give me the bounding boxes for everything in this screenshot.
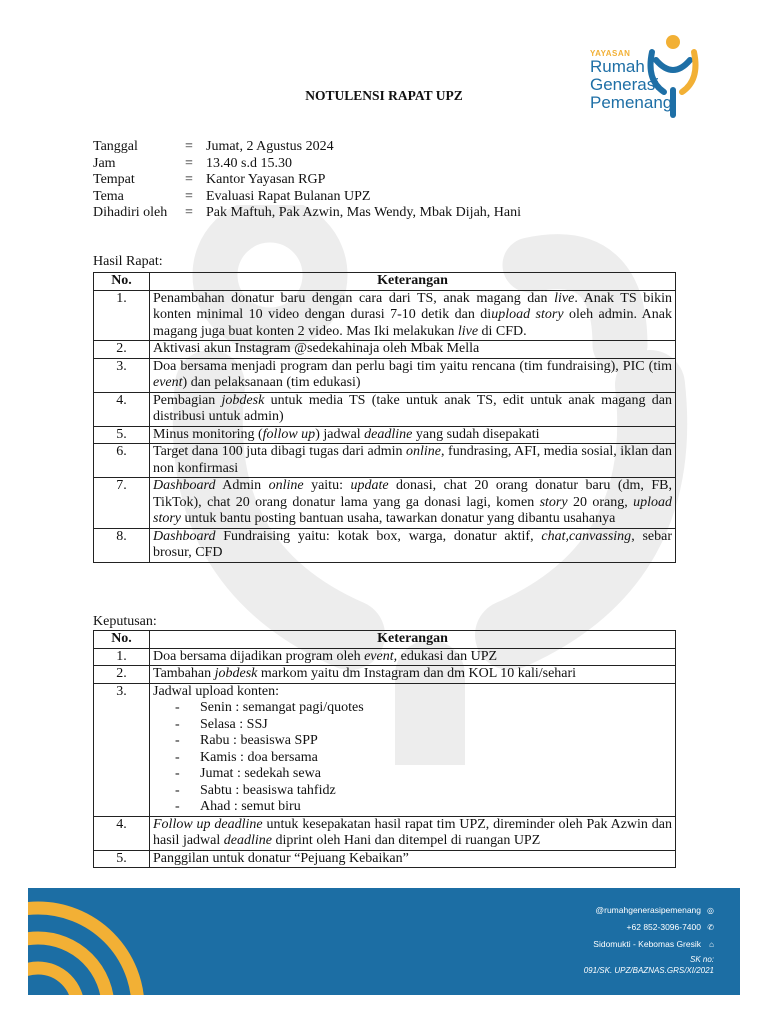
italic-text: Dashboard	[153, 478, 216, 493]
table-row	[94, 528, 676, 562]
meta-row	[93, 139, 521, 156]
meta-row	[93, 205, 521, 222]
text: edukasi dan UPZ	[397, 648, 498, 664]
schedule-text: Jumat : sedekah sewa	[200, 766, 321, 781]
meta-value: Jumat, 2 Agustus 2024	[206, 139, 334, 154]
italic-text: live	[457, 323, 479, 339]
schedule-text: Senin : semangat pagi/quotes	[200, 700, 364, 715]
instagram-icon: ◎	[707, 906, 714, 915]
text: diprint oleh Hani dan ditempel di ruangan UPZ	[271, 833, 541, 848]
row-number: 1.	[94, 648, 150, 666]
footer-contact	[593, 902, 714, 953]
italic-text: jobdesk	[214, 666, 258, 681]
row-text	[153, 666, 672, 683]
row-number: 4.	[94, 392, 150, 426]
logo-line-3: Pemenang	[590, 93, 673, 112]
row-text	[153, 649, 672, 666]
dash-bullet: -	[175, 766, 180, 781]
row-text	[153, 393, 672, 426]
italic-text: update	[350, 478, 389, 493]
row-text	[153, 341, 672, 358]
row-keterangan	[150, 392, 676, 426]
schedule-text: Selasa : SSJ	[200, 716, 268, 732]
table-row	[94, 341, 676, 359]
text: Target dana 100 juta dibagi tugas dari admin	[153, 444, 407, 459]
meta-separator: =	[185, 205, 193, 221]
italic-text: upload story	[153, 494, 672, 526]
schedule-item	[153, 799, 672, 816]
meta-key: Tema	[93, 188, 124, 204]
hasil-rapat-table	[93, 272, 676, 563]
text: Penambahan donatur baru dengan cara dari TS, anak magang dan	[153, 290, 555, 306]
row-keterangan	[150, 666, 676, 684]
dash-bullet: -	[175, 700, 180, 715]
schedule-item	[153, 750, 672, 767]
table-row	[94, 850, 676, 868]
text: Admin	[215, 478, 269, 493]
schedule-text: Sabtu : beasiswa tahfidz	[200, 782, 336, 798]
text: untuk kesepakatan hasil rapat tim UPZ, direminder oleh Pak Azwin dan hasil jadwal	[153, 816, 672, 848]
schedule-list	[153, 700, 672, 816]
meta-row	[93, 172, 521, 189]
row-text	[153, 444, 672, 477]
italic-text: event	[153, 375, 183, 390]
dash-bullet: -	[175, 799, 180, 814]
footer-bar	[28, 888, 740, 995]
row-number: 7.	[94, 478, 150, 529]
text: , fundrasing, AFI, media sosial, iklan dan non konfirmasi	[153, 444, 672, 476]
row-text	[153, 478, 672, 528]
meta-row	[93, 156, 521, 173]
text: Panggilan untuk donatur “Pejuang Kebaikan”	[153, 850, 409, 866]
italic-text: deadline	[223, 833, 272, 848]
meta-value: Pak Maftuh, Pak Azwin, Mas Wendy, Mbak Dijah, Hani	[206, 205, 521, 221]
meta-separator: =	[185, 188, 193, 204]
row-keterangan	[150, 444, 676, 478]
home-icon: ⌂	[709, 940, 714, 949]
meta-key: Dihadiri oleh	[93, 205, 168, 221]
table-row	[94, 426, 676, 444]
footer-address: Sidomukti - Kebomas Gresik	[593, 939, 701, 949]
meta-key: Tempat	[93, 172, 135, 188]
schedule-text: Ahad : semut biru	[200, 799, 301, 814]
row-number: 3.	[94, 683, 150, 816]
italic-text: follow up	[262, 426, 316, 442]
text: oleh admin. Anak magang juga buat konten 2 video. Mas Iki melakukan	[153, 307, 672, 339]
table-row	[94, 666, 676, 684]
italic-text: chat,canvassing	[541, 528, 632, 544]
row-keterangan	[150, 850, 676, 868]
hasil-rapat-label: Hasil Rapat:	[93, 254, 163, 269]
row-keterangan	[150, 648, 676, 666]
logo-line-2: Generasi	[590, 75, 659, 94]
meeting-info	[93, 139, 521, 222]
text: Doa bersama dijadikan program oleh	[153, 648, 365, 664]
text: , sebar brosur, CFD	[153, 528, 672, 560]
row-text	[153, 291, 672, 341]
row-keterangan	[150, 816, 676, 850]
italic-text: jobdesk	[221, 392, 265, 408]
footer-sk-label: SK no:	[689, 955, 714, 964]
text: donasi, chat 20 orang donatur baru (dm, FB, TikTok), chat 20 orang donatur lama yang ga donasi lagi, komen	[153, 478, 672, 510]
whatsapp-icon: ✆	[707, 923, 714, 932]
schedule-item	[153, 700, 672, 717]
keputusan-table	[93, 630, 676, 868]
row-keterangan	[150, 426, 676, 444]
dash-bullet: -	[175, 749, 180, 765]
col-keterangan-header: Keterangan	[150, 631, 676, 649]
table-row	[94, 478, 676, 529]
row-number: 1.	[94, 290, 150, 341]
text: Pembagian	[153, 392, 222, 408]
row-text	[153, 817, 672, 850]
row-keterangan	[150, 528, 676, 562]
row-text	[153, 427, 672, 444]
meta-value: 13.40 s.d 15.30	[206, 155, 292, 171]
text: Aktivasi akun Instagram @sedekahinaja oleh Mbak Mella	[153, 341, 480, 356]
row-number: 5.	[94, 850, 150, 868]
logo-yayasan: YAYASAN	[590, 49, 631, 58]
meta-row	[93, 189, 521, 206]
table-row	[94, 816, 676, 850]
italic-text: Follow up deadline	[153, 816, 263, 832]
footer-sk	[584, 954, 714, 976]
row-number: 3.	[94, 358, 150, 392]
italic-text: live	[554, 290, 575, 306]
dash-bullet: -	[175, 782, 180, 798]
schedule-item	[153, 717, 672, 734]
text: . Anak TS bikin konten minimal 10 video dengan durasi 7-10 detik dan di	[153, 290, 672, 322]
text: Doa bersama menjadi program dan perlu bagi tim yaitu rencana (tim fundraising), PIC (tim	[153, 358, 672, 374]
footer-phone: +62 852-3096-7400	[626, 922, 701, 932]
meta-value: Kantor Yayasan RGP	[206, 172, 326, 188]
col-keterangan-header: Keterangan	[150, 273, 676, 291]
schedule-text: Kamis : doa bersama	[200, 749, 318, 765]
table-row	[94, 358, 676, 392]
italic-text: online	[268, 478, 304, 493]
footer-instagram: @rumahgenerasipemenang	[595, 905, 701, 915]
text: Fundraising yaitu: kotak box, warga, donatur aktif,	[215, 528, 542, 544]
document-title: NOTULENSI RAPAT UPZ	[305, 88, 463, 103]
row-number: 8.	[94, 528, 150, 562]
row-number: 6.	[94, 444, 150, 478]
schedule-item	[153, 766, 672, 783]
text: ) jadwal	[315, 426, 365, 442]
text: yaitu:	[303, 478, 351, 493]
text: markom yaitu dm Instagram dan dm KOL 10 kali/sehari	[257, 666, 577, 681]
schedule-item	[153, 733, 672, 750]
table-row	[94, 648, 676, 666]
row-number: 2.	[94, 341, 150, 359]
italic-text: upload story	[491, 307, 564, 322]
meta-separator: =	[185, 155, 193, 171]
dash-bullet: -	[175, 733, 180, 748]
table-row	[94, 392, 676, 426]
meta-value: Evaluasi Rapat Bulanan UPZ	[206, 188, 371, 204]
italic-text: story	[539, 494, 568, 510]
meta-separator: =	[185, 139, 193, 154]
table-row	[94, 683, 676, 816]
meta-key: Jam	[93, 155, 116, 171]
row-text	[153, 851, 672, 868]
meta-key: Tanggal	[93, 139, 138, 154]
italic-text: event,	[364, 648, 398, 664]
text: 20 orang,	[567, 494, 634, 510]
row-keterangan	[150, 290, 676, 341]
row-keterangan	[150, 358, 676, 392]
italic-text: deadline	[364, 426, 413, 442]
table-row	[94, 290, 676, 341]
text: untuk media TS (take untuk anak TS, edit untuk anak magang dan distribusi untuk admin)	[153, 392, 672, 424]
schedule-item	[153, 783, 672, 800]
dash-bullet: -	[175, 716, 180, 732]
row-text	[153, 359, 672, 392]
row-number: 4.	[94, 816, 150, 850]
row-text	[153, 529, 672, 562]
schedule-text: Rabu : beasiswa SPP	[200, 733, 318, 748]
row-number: 5.	[94, 426, 150, 444]
italic-text: Dashboard	[153, 528, 216, 544]
footer-arc-decoration	[28, 888, 188, 995]
row-number: 2.	[94, 666, 150, 684]
text: untuk bantu posting bantuan usaha, tawarkan donatur yang dibantu usahanya	[181, 511, 616, 526]
col-no-header: No.	[94, 273, 150, 291]
col-no-header: No.	[94, 631, 150, 649]
text: di CFD.	[478, 323, 527, 339]
text: yang sudah disepakati	[412, 426, 540, 442]
row-keterangan	[150, 341, 676, 359]
text: Minus monitoring (	[153, 426, 263, 442]
keputusan-label: Keputusan:	[93, 614, 157, 629]
footer-sk-number: 091/SK. UPZ/BAZNAS.GRS/XI/2021	[583, 966, 714, 975]
table-row	[94, 444, 676, 478]
text: Tambahan	[153, 666, 215, 681]
row-text	[153, 684, 672, 701]
text: ) dan pelaksanaan (tim edukasi)	[182, 375, 361, 390]
meta-separator: =	[185, 172, 193, 188]
logo-line-1: Rumah	[590, 57, 645, 76]
row-keterangan	[150, 683, 676, 816]
italic-text: online	[406, 444, 442, 459]
text: Jadwal upload konten:	[153, 683, 279, 699]
row-keterangan	[150, 478, 676, 529]
